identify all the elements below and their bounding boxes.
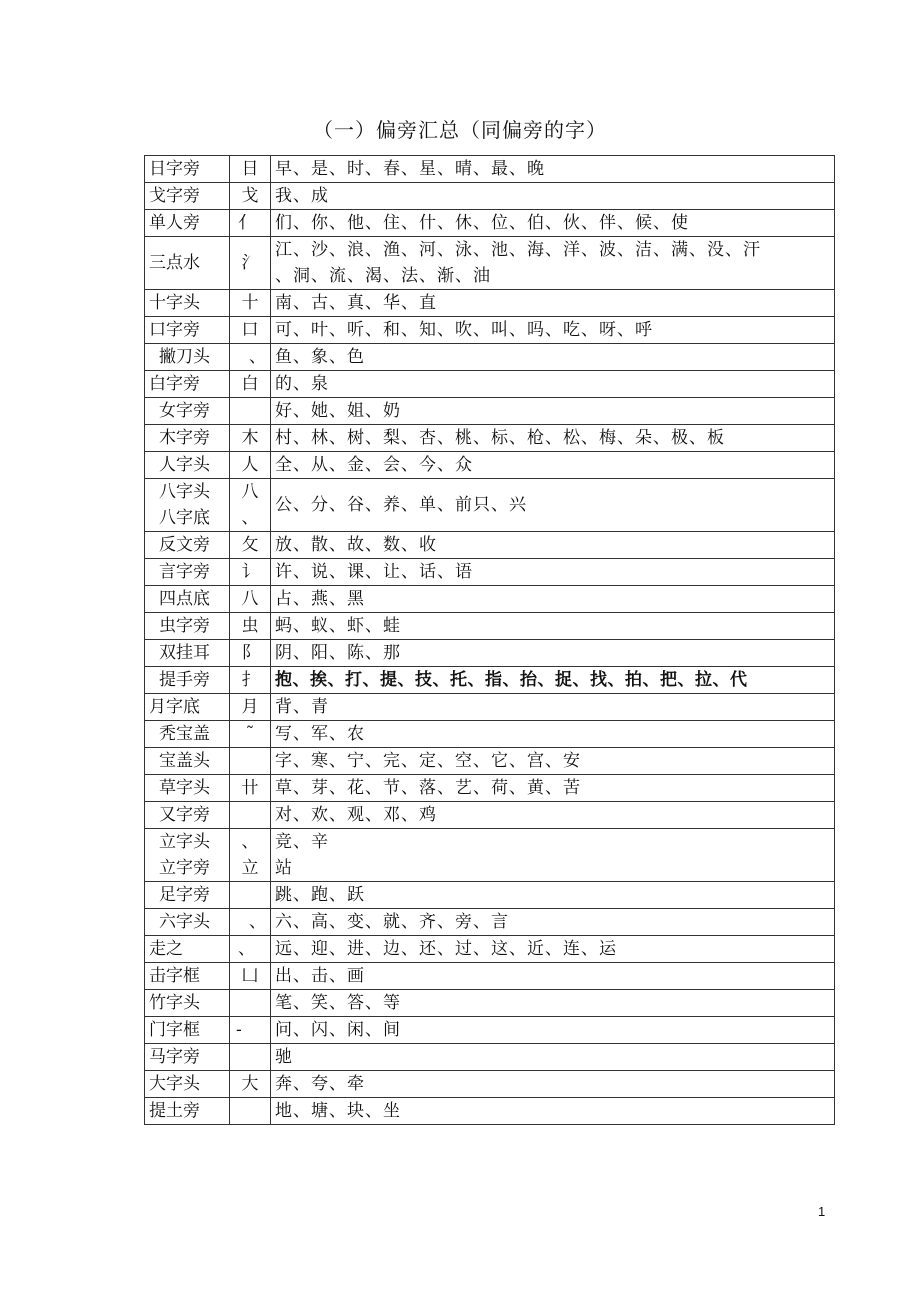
radical-glyph: 、: [249, 912, 266, 932]
table-row: [145, 936, 835, 963]
table-row: [145, 1071, 835, 1098]
radical-glyph: 、: [238, 939, 255, 959]
radical-glyph-cell: [230, 936, 271, 963]
radical-name-cell: [145, 990, 230, 1017]
table-row: [145, 425, 835, 452]
radical-name-cell: [145, 829, 230, 882]
radical-name: 走之: [149, 939, 183, 959]
radical-glyph-cell: [230, 1044, 271, 1071]
example-chars-cell: [271, 344, 835, 371]
example-chars-cell: [271, 909, 835, 936]
example-chars: 远、迎、进、边、还、过、这、近、连、运: [275, 939, 617, 959]
radical-glyph-cell: [230, 398, 271, 425]
radical-name: 撇刀头: [159, 347, 210, 367]
table-row: [145, 802, 835, 829]
radical-name: 六字头: [159, 912, 210, 932]
example-chars-cell: [271, 237, 835, 290]
example-chars-cell: [271, 1017, 835, 1044]
radical-name: 日字旁: [149, 159, 200, 179]
example-chars-cell: [271, 990, 835, 1017]
table-row: [145, 479, 835, 532]
radical-glyph-cell: [230, 183, 271, 210]
radical-glyph-cell: [230, 640, 271, 667]
table-row: [145, 586, 835, 613]
radical-glyph-cell: [230, 990, 271, 1017]
example-chars-cell: [271, 640, 835, 667]
example-chars-cell: [271, 371, 835, 398]
radical-name-cell: [145, 1071, 230, 1098]
example-chars: 许、说、课、让、话、语: [275, 562, 473, 582]
example-chars-cell: [271, 667, 835, 694]
example-chars-cell: [271, 479, 835, 532]
radical-name: 女字旁: [159, 401, 210, 421]
radical-glyph-cell: [230, 532, 271, 559]
example-chars: 六、高、变、就、齐、旁、言: [275, 912, 509, 932]
example-chars: 问、闪、闲、间: [275, 1020, 401, 1040]
radical-name: 提土旁: [149, 1101, 200, 1121]
radical-name-cell: [145, 156, 230, 183]
radical-glyph: 扌: [241, 670, 259, 690]
table-row: [145, 317, 835, 344]
radical-name: 反文旁: [159, 535, 210, 555]
example-chars-cell: [271, 452, 835, 479]
radical-glyph: 十: [241, 293, 259, 313]
table-row: [145, 829, 835, 882]
radical-glyph: 大: [241, 1074, 259, 1094]
radical-glyph-cell: [230, 748, 271, 775]
radical-glyph-cell: [230, 963, 271, 990]
example-chars: 鱼、象、色: [275, 347, 365, 367]
example-chars-cell: [271, 290, 835, 317]
example-chars-cell: [271, 613, 835, 640]
example-chars-cell: [271, 694, 835, 721]
radical-glyph-cell: [230, 882, 271, 909]
radical-name-cell: [145, 210, 230, 237]
radical-glyph-cell: [230, 371, 271, 398]
radical-name: 提手旁: [159, 670, 210, 690]
radical-glyph: 、: [241, 508, 259, 528]
radical-name: 立字头: [159, 832, 210, 852]
radical-name-cell: [145, 694, 230, 721]
radical-glyph: 戈: [241, 186, 259, 206]
example-chars-cell: [271, 963, 835, 990]
example-chars-cell: [271, 156, 835, 183]
table-row: [145, 694, 835, 721]
radical-glyph: 讠: [241, 562, 259, 582]
radical-name-cell: [145, 936, 230, 963]
radical-glyph-cell: [230, 1098, 271, 1125]
radical-glyph: 、: [249, 347, 266, 367]
example-chars-cell: [271, 721, 835, 748]
example-chars: 跳、跑、跃: [275, 885, 365, 905]
radical-name: 双挂耳: [159, 643, 210, 663]
example-chars: 奔、夸、牵: [275, 1074, 365, 1094]
radical-name-cell: [145, 371, 230, 398]
radical-glyph-cell: [230, 613, 271, 640]
radical-name-cell: [145, 882, 230, 909]
radical-name: 三点水: [149, 253, 200, 273]
radical-name-cell: [145, 613, 230, 640]
radical-glyph: 虫: [241, 616, 259, 636]
example-chars: 出、击、画: [275, 966, 365, 986]
radical-name: 足字旁: [159, 885, 210, 905]
page-title: （一）偏旁汇总（同偏旁的字）: [313, 118, 607, 142]
example-chars-cell: [271, 829, 835, 882]
example-chars: 江、沙、浪、渔、河、泳、池、海、洋、波、洁、满、没、汗: [275, 240, 761, 260]
radical-glyph: 凵: [241, 966, 259, 986]
example-chars-cell: [271, 425, 835, 452]
radical-name-cell: [145, 398, 230, 425]
radical-table: [144, 155, 835, 1125]
radical-glyph: 白: [241, 374, 259, 394]
radical-name: 秃宝盖: [159, 724, 210, 744]
radical-name: 月字底: [149, 697, 200, 717]
radical-glyph: 口: [241, 320, 259, 340]
example-chars-cell: [271, 586, 835, 613]
radical-name-cell: [145, 963, 230, 990]
table-row: [145, 398, 835, 425]
example-chars: 竞、辛: [275, 832, 329, 852]
radical-name: 言字旁: [159, 562, 210, 582]
radical-name: 口字旁: [149, 320, 200, 340]
radical-glyph: 木: [241, 428, 259, 448]
radical-glyph: 亻: [238, 213, 255, 233]
radical-name: 门字框: [149, 1020, 200, 1040]
example-chars: 、洞、流、渴、法、渐、油: [275, 266, 491, 286]
example-chars-cell: [271, 775, 835, 802]
radical-name: 宝盖头: [159, 751, 210, 771]
radical-glyph-cell: [230, 694, 271, 721]
radical-name-cell: [145, 667, 230, 694]
example-chars: 早、是、时、春、星、晴、最、晚: [275, 159, 545, 179]
example-chars: 字、寒、宁、完、定、空、它、宫、安: [275, 751, 581, 771]
radical-glyph-cell: [230, 210, 271, 237]
radical-glyph-cell: [230, 829, 271, 882]
radical-name-cell: [145, 290, 230, 317]
example-chars: 可、叶、听、和、知、吹、叫、吗、吃、呀、呼: [275, 320, 653, 340]
table-row: [145, 210, 835, 237]
table-row: [145, 183, 835, 210]
radical-name-cell: [145, 344, 230, 371]
radical-glyph: 八: [241, 482, 259, 502]
radical-glyph-cell: [230, 1017, 271, 1044]
radical-glyph: 攵: [241, 535, 259, 555]
page-number: 1: [818, 1204, 826, 1219]
example-chars-cell: [271, 398, 835, 425]
radical-glyph-cell: [230, 1071, 271, 1098]
radical-name-cell: [145, 909, 230, 936]
example-chars: 放、散、故、数、收: [275, 535, 437, 555]
example-chars-cell: [271, 748, 835, 775]
radical-glyph-cell: [230, 344, 271, 371]
radical-name-cell: [145, 532, 230, 559]
radical-glyph-cell: [230, 802, 271, 829]
radical-name-cell: [145, 237, 230, 290]
table-row: [145, 990, 835, 1017]
radical-name: 白字旁: [149, 374, 200, 394]
radical-glyph: -: [236, 1020, 242, 1040]
radical-glyph-cell: [230, 290, 271, 317]
table-row: [145, 156, 835, 183]
example-chars: 们、你、他、住、什、休、位、伯、伙、伴、候、使: [275, 213, 689, 233]
example-chars-cell: [271, 183, 835, 210]
radical-glyph: 立: [241, 858, 259, 878]
radical-name: 八字头: [159, 482, 210, 502]
example-chars-cell: [271, 1098, 835, 1125]
radical-name-cell: [145, 640, 230, 667]
example-chars-cell: [271, 317, 835, 344]
table-row: [145, 667, 835, 694]
table-row: [145, 452, 835, 479]
radical-name-cell: [145, 479, 230, 532]
table-row: [145, 371, 835, 398]
example-chars: 笔、笑、答、等: [275, 993, 401, 1013]
example-chars: 的、泉: [275, 374, 329, 394]
example-chars-cell: [271, 1044, 835, 1071]
example-chars: 公、分、谷、养、单、前只、兴: [275, 495, 527, 515]
radical-glyph-cell: [230, 425, 271, 452]
radical-name: 木字旁: [159, 428, 210, 448]
radical-name: 又字旁: [159, 805, 210, 825]
radical-name-cell: [145, 1098, 230, 1125]
radical-glyph-cell: [230, 452, 271, 479]
radical-glyph-cell: [230, 721, 271, 748]
example-chars: 南、古、真、华、直: [275, 293, 437, 313]
example-chars-cell: [271, 532, 835, 559]
radical-glyph: 日: [241, 159, 259, 179]
radical-name: 八字底: [159, 508, 210, 528]
radical-name-cell: [145, 748, 230, 775]
example-chars-cell: [271, 210, 835, 237]
radical-glyph-cell: [230, 479, 271, 532]
radical-name-cell: [145, 317, 230, 344]
radical-glyph-cell: [230, 156, 271, 183]
radical-name: 虫字旁: [159, 616, 210, 636]
table-row: [145, 963, 835, 990]
radical-glyph-cell: [230, 237, 271, 290]
radical-name: 大字头: [149, 1074, 200, 1094]
radical-name: 单人旁: [149, 213, 200, 233]
radical-name-cell: [145, 1017, 230, 1044]
table-row: [145, 1017, 835, 1044]
radical-name-cell: [145, 721, 230, 748]
radical-name-cell: [145, 425, 230, 452]
radical-name-cell: [145, 802, 230, 829]
radical-glyph-cell: [230, 317, 271, 344]
radical-name: 十字头: [149, 293, 200, 313]
example-chars: 写、军、农: [275, 724, 365, 744]
example-chars: 草、芽、花、节、落、艺、荷、黄、苦: [275, 778, 581, 798]
table-row: [145, 909, 835, 936]
radical-name: 击字框: [149, 966, 200, 986]
radical-name: 立字旁: [159, 858, 210, 878]
example-chars: 村、林、树、梨、杏、桃、标、枪、松、梅、朵、极、板: [275, 428, 725, 448]
example-chars-cell: [271, 1071, 835, 1098]
radical-name-cell: [145, 559, 230, 586]
radical-glyph-cell: [230, 559, 271, 586]
table-row: [145, 613, 835, 640]
radical-glyph-cell: [230, 667, 271, 694]
radical-name: 草字头: [159, 778, 210, 798]
radical-name-cell: [145, 1044, 230, 1071]
example-chars: 蚂、蚁、虾、蛙: [275, 616, 401, 636]
radical-name: 竹字头: [149, 993, 200, 1013]
radical-glyph: ˜: [245, 724, 255, 744]
table-row: [145, 532, 835, 559]
radical-name-cell: [145, 586, 230, 613]
radical-name: 四点底: [159, 589, 210, 609]
example-chars: 站: [275, 858, 293, 878]
example-chars-cell: [271, 882, 835, 909]
table-row: [145, 1098, 835, 1125]
radical-glyph: 氵: [241, 253, 259, 273]
radical-name: 戈字旁: [149, 186, 200, 206]
radical-glyph: 人: [241, 455, 259, 475]
example-chars-cell: [271, 559, 835, 586]
example-chars: 驰: [275, 1047, 293, 1067]
example-chars: 对、欢、观、邓、鸡: [275, 805, 437, 825]
table-row: [145, 640, 835, 667]
radical-glyph: 、: [241, 832, 259, 852]
radical-glyph-cell: [230, 909, 271, 936]
table-row: [145, 344, 835, 371]
table-row: [145, 237, 835, 290]
example-chars: 抱、挨、打、提、技、托、指、抬、捉、找、拍、把、拉、代: [275, 670, 748, 690]
example-chars: 阴、阳、陈、那: [275, 643, 401, 663]
radical-name-cell: [145, 775, 230, 802]
table-row: [145, 1044, 835, 1071]
radical-glyph: 月: [241, 697, 259, 717]
radical-glyph: 八: [241, 589, 259, 609]
example-chars-cell: [271, 802, 835, 829]
radical-glyph-cell: [230, 586, 271, 613]
radical-glyph: 阝: [241, 643, 259, 663]
radical-glyph: 卄: [241, 778, 259, 798]
table-row: [145, 290, 835, 317]
table-row: [145, 721, 835, 748]
radical-glyph-cell: [230, 775, 271, 802]
example-chars: 好、她、姐、奶: [275, 401, 401, 421]
example-chars: 背、青: [275, 697, 329, 717]
radical-name: 马字旁: [149, 1047, 200, 1067]
table-row: [145, 775, 835, 802]
example-chars: 地、塘、块、坐: [275, 1101, 401, 1121]
table-row: [145, 882, 835, 909]
table-row: [145, 559, 835, 586]
radical-name: 人字头: [159, 455, 210, 475]
radical-name-cell: [145, 183, 230, 210]
example-chars: 全、从、金、会、今、众: [275, 455, 473, 475]
example-chars: 占、燕、黑: [275, 589, 365, 609]
radical-name-cell: [145, 452, 230, 479]
example-chars-cell: [271, 936, 835, 963]
table-row: [145, 748, 835, 775]
example-chars: 我、成: [275, 186, 329, 206]
